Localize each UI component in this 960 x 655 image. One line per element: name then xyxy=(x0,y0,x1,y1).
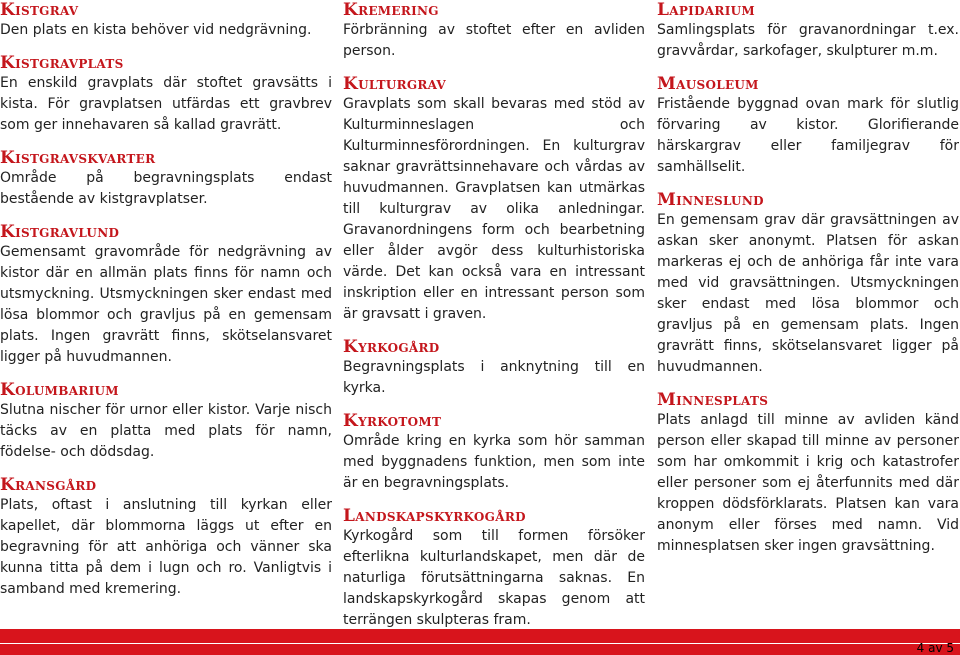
term-heading: Mausoleum xyxy=(657,74,759,94)
entry-lapidarium xyxy=(657,0,959,62)
entry-kremering xyxy=(343,0,645,62)
entry-kistgravplats xyxy=(0,41,332,136)
entry-kulturgrav xyxy=(343,62,645,325)
footer-divider xyxy=(0,643,960,644)
term-definition: Plats anlagd till minne av avliden känd person eller skapad till minne av personer som har omkommit i krig och katastrofer eller personer som ej återfunnits med där kroppen dödsförklarats. Platsen kan vara anonym eller förses med namn. Vid minnesplatsen sker ingen gravsättning. xyxy=(657,412,959,554)
entry-mausoleum xyxy=(657,62,959,178)
term-definition: Gemensamt gravområde för nedgrävning av kistor där en allmän plats finns för namn och utsmyckning. Utsmyckningen sker endast med lösa blommor och gravljus på en gemensam plats. Ingen gravrätt finns, skötselansvaret ligger på huvudmannen. xyxy=(0,244,332,365)
term-definition: Begravningsplats i anknytning till en kyrka. xyxy=(343,359,645,396)
page-number: 4 av 5 xyxy=(916,641,954,655)
term-heading: Minneslund xyxy=(657,190,764,210)
entry-minnesplats xyxy=(657,378,959,557)
term-definition: Samlingsplats för gravanordningar t.ex. gravvårdar, sarkofager, skulpturer m.m. xyxy=(657,22,959,59)
entry-kistgrav xyxy=(0,0,332,41)
entry-kolumbarium xyxy=(0,368,332,463)
term-definition: Plats, oftast i anslutning till kyrkan eller kapellet, där blommorna läggs ut efter en begravning för att anhöriga och vänner ska kunna titta på dem i lugn och ro. Vanligtvis i samband med kremering. xyxy=(0,497,332,597)
entry-landskapskyrkogard xyxy=(343,494,645,631)
term-heading: Landskapskyrkogård xyxy=(343,506,526,526)
entry-kistgravskvarter xyxy=(0,136,332,210)
entry-minneslund xyxy=(657,178,959,378)
term-heading: Kistgrav xyxy=(0,0,79,20)
term-definition: Den plats en kista behöver vid nedgrävning. xyxy=(0,22,312,38)
term-heading: Kistgravplats xyxy=(0,53,124,73)
column-2 xyxy=(343,0,645,631)
footer-bar xyxy=(0,629,960,655)
entry-kyrkogard xyxy=(343,325,645,399)
term-definition: Kyrkogård som till formen försöker efterlikna kulturlandskapet, men där de naturliga förutsättningarna saknas. En landskapskyrkogård skapas genom att terrängen skulpteras fram. xyxy=(343,528,645,628)
term-heading: Kolumbarium xyxy=(0,380,119,400)
entry-kyrkotomt xyxy=(343,399,645,494)
term-definition: Förbränning av stoftet efter en avliden person. xyxy=(343,22,645,59)
term-heading: Kyrkogård xyxy=(343,337,440,357)
term-definition: Slutna nischer för urnor eller kistor. Varje nisch täcks av en platta med plats för namn, födelse- och dödsdag. xyxy=(0,402,332,460)
term-heading: Lapidarium xyxy=(657,0,755,20)
term-heading: Kistgravskvarter xyxy=(0,148,156,168)
term-heading: Kremering xyxy=(343,0,439,20)
entry-kistgravlund xyxy=(0,210,332,368)
column-1 xyxy=(0,0,332,600)
term-heading: Kransgård xyxy=(0,475,97,495)
term-definition: Gravplats som skall bevaras med stöd av Kulturminneslagen och Kulturminnesförordningen. En kulturgrav saknar gravrättsinnehavare och vårdas av huvudmannen. Gravplatsen kan utmärkas till kulturgrav av olika anledningar. Gravanordningens form och bearbetning eller ålder avgör dess kulturhistoriska värde. Det kan också vara en intressant inskription eller en intressant person som är gravsatt i graven. xyxy=(343,96,645,322)
term-definition: Område på begravningsplats endast bestående av kistgravplatser. xyxy=(0,170,332,207)
column-3 xyxy=(657,0,959,557)
term-heading: Kyrkotomt xyxy=(343,411,442,431)
term-definition: Fristående byggnad ovan mark för slutlig förvaring av kistor. Glorifierande härskargrav eller familjegrav för samhällselit. xyxy=(657,96,959,175)
term-definition: En gemensam grav där gravsättningen av askan sker anonymt. Platsen för askan markeras ej och de anhöriga får inte vara med vid gravsättningen. Utsmyckningen sker endast med lösa blommor och gravljus på en gemensam plats. Ingen gravrätt finns, skötselansvaret ligger på huvudmannen. xyxy=(657,212,959,375)
term-heading: Kistgravlund xyxy=(0,222,120,242)
term-heading: Kulturgrav xyxy=(343,74,447,94)
term-definition: En enskild gravplats där stoftet gravsätts i kista. För gravplatsen utfärdas ett gravbrev som ger innehavaren så kallad gravrätt. xyxy=(0,75,332,133)
term-heading: Minnesplats xyxy=(657,390,769,410)
entry-kransgard xyxy=(0,463,332,600)
term-definition: Område kring en kyrka som hör samman med byggnadens funktion, men som inte är en begravningsplats. xyxy=(343,433,645,491)
